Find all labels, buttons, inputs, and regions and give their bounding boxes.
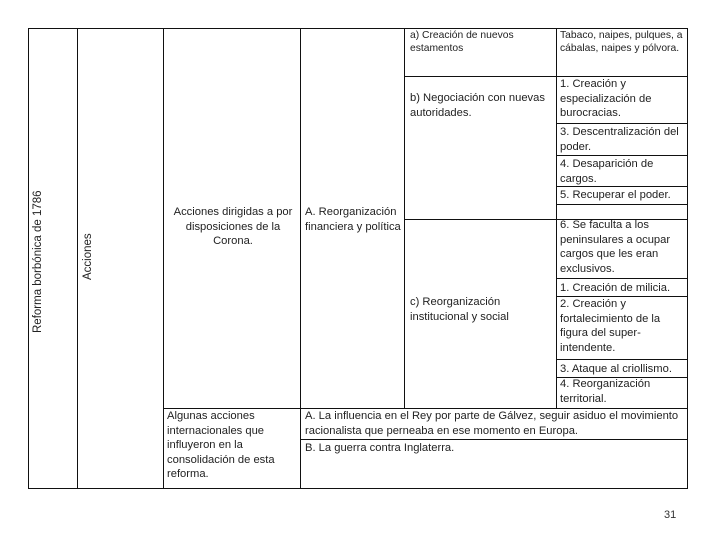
item1-text: 1. Creación y especialización de burocracias. (560, 78, 652, 119)
reforma-label: Reforma borbónica de 1786 (32, 190, 44, 333)
sub-a-text: a) Creación de nuevos estamentos (410, 30, 514, 54)
acciones-dirigidas-text: Acciones dirigidas a por disposiciones de la Corona. (173, 206, 293, 247)
item3-text: 3. Descentralización del poder. (560, 126, 679, 153)
sub-c-text: c) Reorganización institucional y social (410, 296, 509, 323)
divider-col3 (300, 28, 301, 409)
lower-row-divider (300, 439, 688, 440)
lower-divider (300, 408, 301, 489)
c-item1-text: 1. Creación de milicia. (560, 282, 671, 294)
item5-text: 5. Recuperar el poder. (560, 189, 671, 201)
influencia-text: A. La influencia en el Rey por parte de Gálvez, seguir asiduo el movimiento racionalista que perneaba en ese momento en Europa. (305, 410, 679, 437)
page-number: 31 (664, 509, 677, 521)
item4-text: 4. Desaparición de cargos. (560, 158, 654, 185)
guerra-text: B. La guerra contra Inglaterra. (305, 442, 455, 454)
c-item2-text: 2. Creación y fortalecimiento de la figura del super-intendente. (560, 298, 661, 354)
item6-text: 6. Se faculta a los peninsulares a ocupar cargos que les eran exclusivos. (560, 219, 671, 275)
acciones-label: Acciones (82, 233, 94, 280)
sub-a-detail-text: Tabaco, naipes, pulques, a cábalas, naipes y pólvora. (560, 30, 683, 54)
c-item4-text: 4. Reorganización territorial. (560, 378, 651, 405)
sub-b-text: b) Negociación con nuevas autoridades. (410, 92, 545, 119)
algunas-acciones-text: Algunas acciones internacionales que influyeron en la consolidación de esta reforma. (167, 410, 275, 480)
reorganizacion-financiera-text: A. Reorganización financiera y política (305, 206, 401, 233)
c-item3-text: 3. Ataque al criollismo. (560, 363, 672, 375)
